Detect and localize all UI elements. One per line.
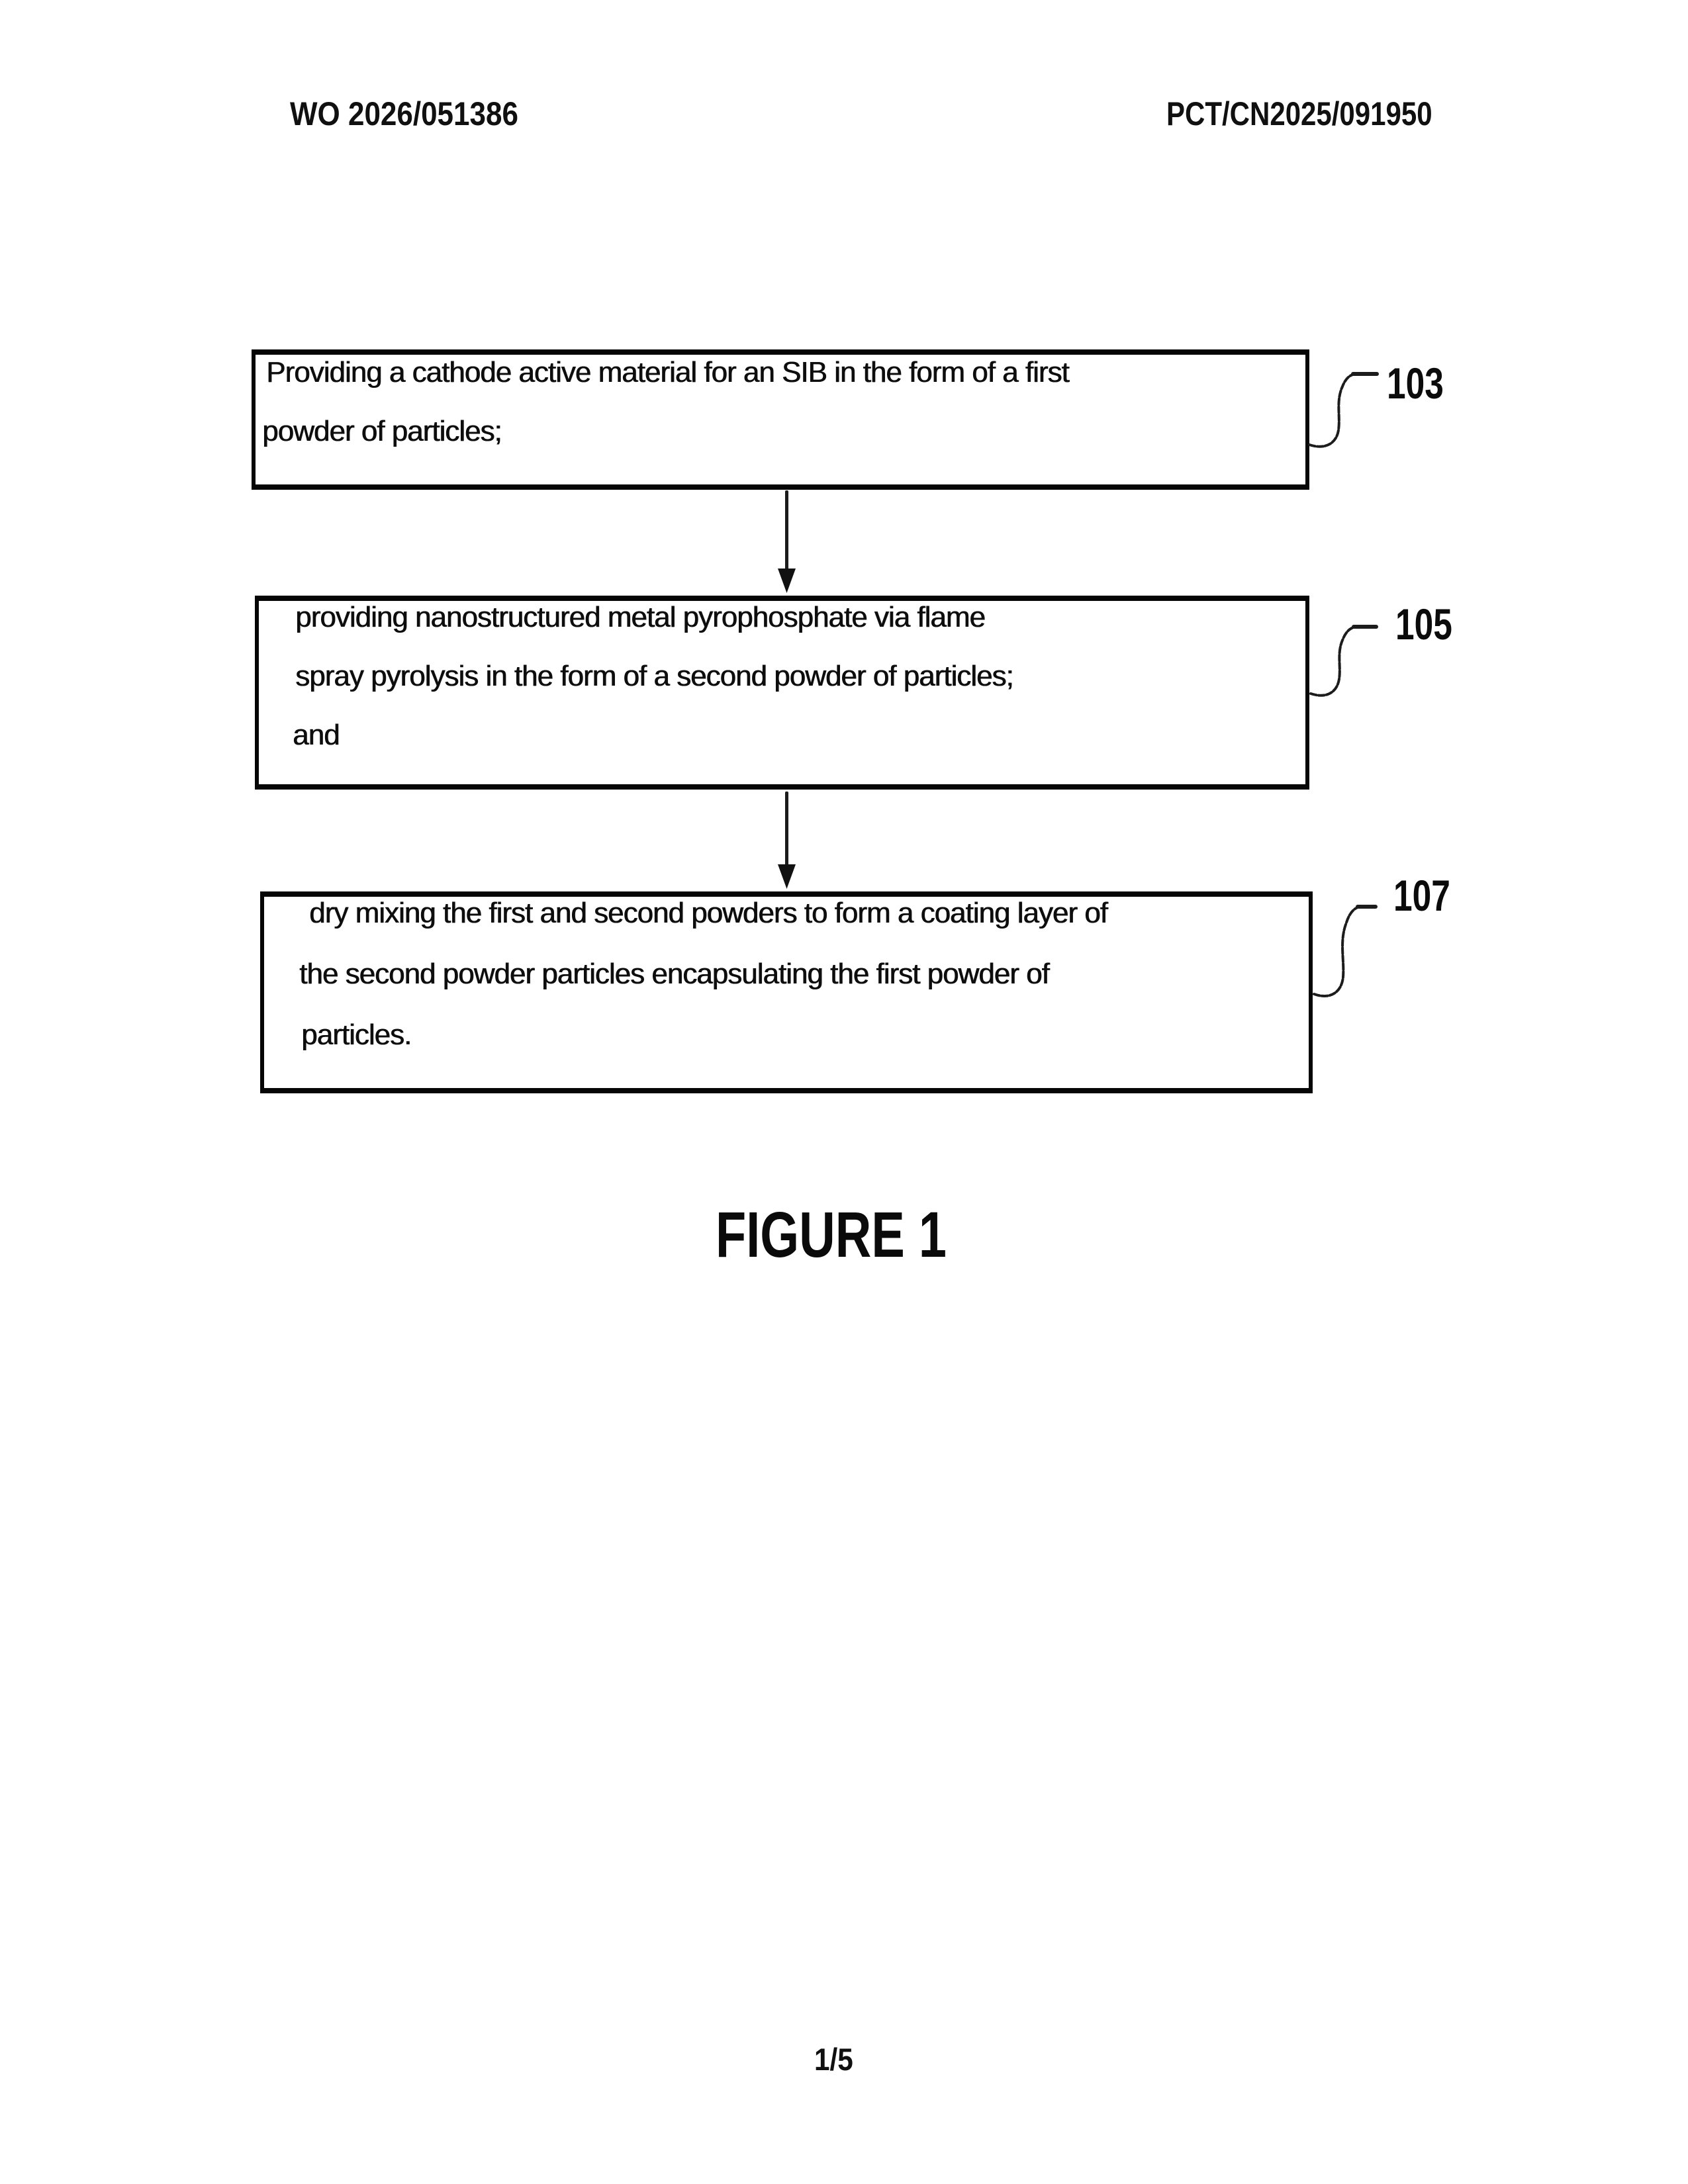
leader-line-103-icon [1308,369,1387,450]
flow-step-box-107 [260,891,1313,1093]
ref-label-103: 103 [1387,359,1444,408]
down-arrow-icon [774,490,801,595]
step-107-text-line-3: particles. [301,1019,412,1051]
step-105-text-line-1: providing nanostructured metal pyrophosphate via flame [295,601,985,633]
ref-label-105: 105 [1395,600,1452,649]
page-number: 1/5 [814,2042,853,2077]
application-number-text: PCT/CN2025/091950 [1166,95,1432,132]
step-107-text-line-1: dry mixing the first and second powders to form a coating layer of [309,897,1107,929]
publication-number [290,97,549,130]
application-number [1166,97,1483,130]
leader-line-105-icon [1308,622,1387,698]
step-105-text-line-3: and [293,719,340,751]
down-arrow-icon [774,792,801,891]
step-107-text-line-2: the second powder particles encapsulating the first powder of [299,958,1049,990]
leader-line-107-icon [1311,901,1387,999]
figure-caption: FIGURE 1 [716,1199,947,1271]
step-105-text-line-2: spray pyrolysis in the form of a second powder of particles; [295,660,1013,692]
ref-label-107: 107 [1393,871,1450,920]
flow-step-box-105 [255,596,1309,790]
step-103-text-line-2: powder of particles; [262,415,502,447]
step-103-text-line-1: Providing a cathode active material for an SIB in the form of a first [266,356,1069,388]
flow-step-box-103 [252,349,1309,490]
publication-number-text: WO 2026/051386 [290,95,518,132]
